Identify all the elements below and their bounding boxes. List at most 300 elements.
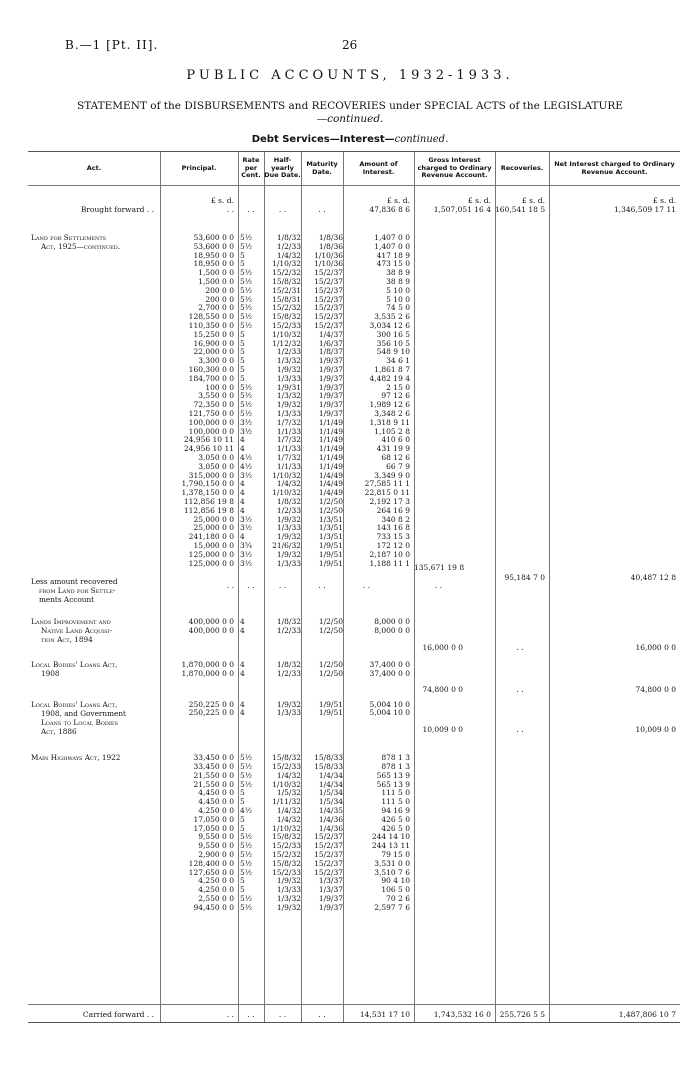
- dots: . .: [247, 581, 255, 591]
- principal-cell: 53,600 0 0: [193, 233, 234, 242]
- rate-cell: 5½: [240, 294, 253, 304]
- net-interest-amount: 16,000 0 0: [635, 643, 676, 652]
- rate-cell: 5½: [240, 233, 253, 242]
- half-yearly-date-cell: 1/9/32: [276, 365, 301, 374]
- column-header: Recoveries.: [500, 163, 544, 172]
- column-header: Half-yearly Due Date.: [264, 156, 301, 180]
- currency-header: £ s. d.: [211, 196, 234, 205]
- maturity-date-cell: 1/3/51: [318, 514, 343, 524]
- act-name: from Land for Settle-: [39, 586, 116, 596]
- interest-cell: 8,000 0 0: [374, 626, 410, 636]
- principal-cell: 94,450 0 0: [193, 902, 234, 912]
- half-yearly-date-cell: 1/9/32: [276, 532, 301, 542]
- principal-cell: 1,500 0 0: [198, 268, 234, 278]
- brought-forward-recoveries: 160,541 18 5: [495, 205, 546, 214]
- rate-cell: 3½: [240, 426, 253, 436]
- rate-cell: 5½: [240, 382, 253, 392]
- principal-cell: 100 0 0: [205, 382, 234, 392]
- interest-cell: 878 1 3: [381, 762, 410, 771]
- principal-cell: 400,000 0 0: [188, 617, 234, 627]
- half-yearly-date-cell: 15/2/32: [272, 268, 301, 278]
- rate-cell: 5: [240, 259, 245, 269]
- half-yearly-date-cell: 1/2/33: [276, 668, 301, 678]
- principal-cell: 3,050 0 0: [198, 461, 234, 471]
- principal-cell: 121,750 0 0: [188, 409, 234, 418]
- dots: . .: [278, 581, 287, 591]
- rate-cell: 4: [240, 497, 245, 506]
- rate-cell: 5½: [240, 894, 253, 903]
- rate-cell: 4: [240, 699, 245, 709]
- principal-cell: 25,000 0 0: [193, 523, 234, 533]
- interest-cell: 172 12 0: [376, 541, 410, 550]
- interest-cell: 90 4 10: [381, 876, 410, 886]
- maturity-date-cell: 15/2/37: [314, 294, 343, 304]
- half-yearly-date-cell: 1/11/32: [272, 797, 301, 807]
- rate-cell: 4½: [240, 806, 253, 815]
- half-yearly-date-cell: 1/10/32: [272, 329, 301, 339]
- principal-cell: 2,700 0 0: [198, 303, 234, 313]
- principal-cell: 4,450 0 0: [198, 788, 234, 798]
- act-name: Lands Improvement and: [31, 617, 111, 627]
- interest-cell: 244 14 10: [371, 832, 410, 842]
- act-name: Loans to Local Bodies: [41, 717, 118, 727]
- half-yearly-date-cell: 15/8/32: [272, 312, 301, 322]
- half-yearly-date-cell: 15/2/33: [272, 762, 301, 771]
- maturity-date-cell: 1/3/37: [318, 876, 343, 886]
- principal-cell: 4,250 0 0: [198, 806, 234, 815]
- maturity-date-cell: 1/10/36: [314, 259, 343, 269]
- maturity-date-cell: 1/2/50: [318, 617, 343, 627]
- rate-cell: 5½: [240, 400, 253, 410]
- interest-cell: 733 15 3: [376, 532, 410, 542]
- dots: . .: [226, 581, 234, 591]
- principal-cell: 33,450 0 0: [193, 762, 234, 771]
- column-header: Principal.: [181, 163, 217, 172]
- maturity-date-cell: 1/4/35: [318, 806, 343, 815]
- interest-cell: 2,597 7 6: [374, 902, 410, 912]
- maturity-date-cell: 1/9/51: [318, 541, 343, 550]
- interest-cell: 878 1 3: [381, 753, 410, 763]
- interest-cell: 37,400 0 0: [369, 668, 410, 678]
- interest-cell: 431 19 9: [376, 444, 410, 454]
- maturity-date-cell: 1/8/37: [318, 347, 343, 357]
- act-name: Act, 1886: [41, 726, 77, 736]
- interest-cell: 565 13 9: [376, 770, 410, 780]
- rate-cell: 5: [240, 797, 245, 807]
- principal-cell: 112,856 19 8: [183, 505, 234, 515]
- interest-cell: 66 7 9: [386, 461, 410, 471]
- half-yearly-date-cell: 15/2/33: [272, 841, 301, 851]
- rate-cell: 4: [240, 488, 245, 498]
- half-yearly-date-cell: 15/2/33: [272, 867, 301, 877]
- column-header: Amount of Interest.: [359, 160, 398, 176]
- half-yearly-date-cell: 1/1/33: [276, 461, 301, 471]
- rate-cell: 5: [240, 788, 245, 798]
- column-header: Gross Interest charged to Ordinary Revenue Account.: [417, 156, 492, 180]
- half-yearly-date-cell: 1/8/32: [276, 497, 301, 506]
- principal-cell: 18,950 0 0: [193, 250, 234, 260]
- principal-cell: 24,956 10 11: [183, 444, 234, 454]
- half-yearly-date-cell: 1/7/32: [276, 435, 301, 445]
- dots: . .: [516, 643, 524, 652]
- interest-cell: 426 5 0: [381, 814, 410, 824]
- principal-cell: 17,050 0 0: [193, 814, 234, 824]
- principal-cell: 1,870,000 0 0: [181, 668, 234, 678]
- header-divider: [28, 185, 680, 186]
- interest-cell: 410 6 0: [381, 435, 410, 445]
- rate-cell: 4: [240, 668, 245, 678]
- half-yearly-date-cell: 1/9/32: [276, 902, 301, 912]
- half-yearly-date-cell: 1/8/32: [276, 660, 301, 669]
- maturity-date-cell: 1/9/37: [318, 400, 343, 410]
- maturity-date-cell: 15/2/37: [314, 268, 343, 278]
- rate-cell: 5½: [240, 268, 253, 278]
- maturity-date-cell: 1/4/36: [318, 823, 343, 833]
- principal-cell: 1,870,000 0 0: [181, 660, 234, 669]
- interest-cell: 548 9 10: [376, 347, 410, 357]
- principal-cell: 128,400 0 0: [188, 858, 234, 868]
- principal-cell: 72,350 0 0: [193, 400, 234, 410]
- interest-cell: 38 8 9: [386, 277, 410, 286]
- rate-cell: 4½: [240, 453, 253, 462]
- principal-cell: 2,550 0 0: [198, 894, 234, 903]
- interest-cell: 1,989 12 6: [369, 400, 410, 410]
- principal-cell: 21,550 0 0: [193, 770, 234, 780]
- maturity-date-cell: 15/2/37: [314, 277, 343, 286]
- interest-cell: 1,318 9 11: [369, 417, 410, 427]
- principal-cell: 4,250 0 0: [198, 876, 234, 886]
- interest-cell: 300 16 5: [376, 329, 410, 339]
- rate-cell: 3½: [240, 523, 253, 533]
- column-header: Maturity Date.: [306, 160, 338, 176]
- principal-cell: 1,500 0 0: [198, 277, 234, 286]
- rate-cell: 5½: [240, 312, 253, 322]
- carried-forward-gross: 1,743,532 16 0: [433, 1010, 491, 1019]
- column-header: Act.: [86, 163, 102, 172]
- maturity-date-cell: 1/4/49: [318, 488, 343, 498]
- dots: . .: [434, 581, 443, 591]
- half-yearly-date-cell: 1/9/32: [276, 876, 301, 886]
- interest-cell: 70 2 6: [386, 894, 410, 903]
- interest-cell: 111 5 0: [381, 788, 410, 798]
- principal-cell: 100,000 0 0: [188, 417, 234, 427]
- principal-cell: 15,250 0 0: [193, 329, 234, 339]
- rate-cell: 5: [240, 356, 245, 366]
- maturity-date-cell: 1/2/50: [318, 497, 343, 506]
- statement-line-2: —continued.: [316, 113, 384, 125]
- principal-cell: 112,856 19 8: [183, 497, 234, 506]
- maturity-date-cell: 1/1/49: [318, 417, 343, 427]
- interest-cell: 94 16 9: [381, 806, 410, 815]
- principal-cell: 3,550 0 0: [198, 391, 234, 401]
- half-yearly-date-cell: 1/1/33: [276, 426, 301, 436]
- half-yearly-date-cell: 1/3/32: [276, 391, 301, 401]
- interest-cell: 22,815 0 11: [364, 488, 410, 498]
- net-interest-amount: 10,009 0 0: [635, 725, 676, 735]
- interest-cell: 1,407 0 0: [374, 233, 410, 242]
- half-yearly-date-cell: 1/4/32: [276, 814, 301, 824]
- column-divider: [495, 152, 496, 1022]
- half-yearly-date-cell: 15/8/32: [272, 858, 301, 868]
- maturity-date-cell: 15/8/33: [314, 762, 343, 771]
- maturity-date-cell: 1/1/49: [318, 461, 343, 471]
- principal-cell: 25,000 0 0: [193, 514, 234, 524]
- maturity-date-cell: 1/4/37: [318, 329, 343, 339]
- half-yearly-date-cell: 1/7/32: [276, 417, 301, 427]
- maturity-date-cell: 1/4/34: [318, 770, 343, 780]
- principal-cell: 22,000 0 0: [193, 347, 234, 357]
- half-yearly-date-cell: 1/7/32: [276, 453, 301, 462]
- currency-header: £ s. d.: [653, 196, 676, 205]
- principal-cell: 33,450 0 0: [193, 753, 234, 763]
- maturity-date-cell: 1/9/37: [318, 365, 343, 374]
- half-yearly-date-cell: 1/3/33: [276, 885, 301, 895]
- interest-cell: 244 13 11: [371, 841, 410, 851]
- interest-cell: 143 16 8: [376, 523, 410, 533]
- column-divider: [549, 152, 550, 1022]
- interest-cell: 565 13 9: [376, 779, 410, 789]
- rate-cell: 5: [240, 373, 245, 383]
- half-yearly-date-cell: 1/9/32: [276, 400, 301, 410]
- rate-cell: 5½: [240, 409, 253, 418]
- dots: . .: [516, 725, 524, 735]
- half-yearly-date-cell: 1/2/33: [276, 505, 301, 515]
- brought-forward-net: 1,346,509 17 11: [613, 205, 676, 214]
- rate-cell: 4: [240, 444, 245, 454]
- maturity-date-cell: 15/2/37: [314, 832, 343, 842]
- interest-cell: 34 6 1: [386, 356, 410, 366]
- act-name: ments Account: [39, 595, 95, 605]
- half-yearly-date-cell: 15/8/32: [272, 832, 301, 842]
- half-yearly-date-cell: 1/2/33: [276, 241, 301, 251]
- interest-cell: 3,531 0 0: [374, 858, 410, 868]
- principal-cell: 110,350 0 0: [188, 321, 234, 330]
- interest-cell: 3,510 7 6: [374, 867, 410, 877]
- gross-interest-total: 135,671 19 8: [414, 563, 465, 573]
- dots: . .: [516, 684, 524, 694]
- brought-forward-label: Brought forward . .: [80, 205, 154, 214]
- rate-cell: 5: [240, 823, 245, 833]
- half-yearly-date-cell: 1/2/33: [276, 626, 301, 636]
- half-yearly-date-cell: 1/3/33: [276, 708, 301, 718]
- statement-heading: [20, 100, 680, 126]
- half-yearly-date-cell: 1/9/32: [276, 514, 301, 524]
- principal-cell: 184,700 0 0: [188, 373, 234, 383]
- gross-interest-total: 10,009 0 0: [422, 725, 463, 735]
- principal-cell: 3,300 0 0: [198, 356, 234, 366]
- interest-cell: 264 16 9: [376, 505, 410, 515]
- interest-cell: 111 5 0: [381, 797, 410, 807]
- brought-forward-interest: 47,836 8 6: [369, 205, 410, 214]
- rate-cell: 5: [240, 329, 245, 339]
- net-interest-amount: 40,487 12 8: [630, 573, 676, 583]
- interest-cell: 426 5 0: [381, 823, 410, 833]
- rate-cell: 3¾: [240, 541, 253, 550]
- rate-cell: 4: [240, 479, 245, 489]
- principal-cell: 1,378,150 0 0: [181, 488, 234, 498]
- column-header: Net Interest charged to Ordinary Revenue Account.: [554, 160, 675, 176]
- act-name: Main Highways Act, 1922: [31, 753, 121, 763]
- principal-cell: 100,000 0 0: [188, 426, 234, 436]
- half-yearly-date-cell: 1/3/33: [276, 523, 301, 533]
- rate-cell: 5½: [240, 285, 253, 295]
- interest-cell: 3,535 2 6: [374, 312, 410, 322]
- maturity-date-cell: 1/9/37: [318, 382, 343, 392]
- rate-cell: 5½: [240, 867, 253, 877]
- principal-cell: 4,250 0 0: [198, 885, 234, 895]
- maturity-date-cell: 1/9/37: [318, 409, 343, 418]
- maturity-date-cell: 1/1/49: [318, 444, 343, 454]
- half-yearly-date-cell: 15/8/32: [272, 753, 301, 763]
- half-yearly-date-cell: 1/9/32: [276, 699, 301, 709]
- recoveries-amount: 95,184 7 0: [504, 573, 545, 583]
- interest-cell: 5 10 0: [386, 294, 410, 304]
- half-yearly-date-cell: 1/10/32: [272, 488, 301, 498]
- page-reference: B.—1 [Pt. II].: [65, 38, 159, 52]
- maturity-date-cell: 15/2/37: [314, 303, 343, 313]
- half-yearly-date-cell: 1/3/33: [276, 558, 301, 568]
- act-name: Local Bodies' Loans Act,: [31, 699, 118, 709]
- disbursements-table: [28, 151, 680, 1023]
- rate-cell: 5: [240, 365, 245, 374]
- column-header: Rate per Cent.: [241, 156, 261, 180]
- maturity-date-cell: 1/3/51: [318, 532, 343, 542]
- dots: . .: [362, 581, 371, 591]
- principal-cell: 125,000 0 0: [188, 558, 234, 568]
- rate-cell: 5½: [240, 902, 253, 912]
- half-yearly-date-cell: 15/2/33: [272, 321, 301, 330]
- principal-cell: 241,180 0 0: [188, 532, 234, 542]
- interest-cell: 2,192 17 3: [369, 497, 410, 506]
- carried-forward-recoveries: 255,726 5 5: [499, 1010, 545, 1019]
- interest-cell: 2,187 10 0: [369, 549, 410, 559]
- rate-cell: 4: [240, 435, 245, 445]
- rate-cell: 5½: [240, 858, 253, 868]
- rate-cell: 5½: [240, 277, 253, 286]
- half-yearly-date-cell: 1/9/32: [276, 549, 301, 559]
- half-yearly-date-cell: 15/8/31: [272, 294, 301, 304]
- half-yearly-date-cell: 1/4/32: [276, 770, 301, 780]
- interest-cell: 38 8 9: [386, 268, 410, 278]
- half-yearly-date-cell: 15/2/32: [272, 303, 301, 313]
- principal-cell: 24,956 10 11: [183, 435, 234, 445]
- maturity-date-cell: 1/5/34: [318, 788, 343, 798]
- rate-cell: 3½: [240, 549, 253, 559]
- maturity-date-cell: 1/1/49: [318, 453, 343, 462]
- dots: . .: [278, 1010, 287, 1019]
- rate-cell: 3½: [240, 470, 253, 480]
- half-yearly-date-cell: 1/10/32: [272, 779, 301, 789]
- rate-cell: 5½: [240, 241, 253, 251]
- dots: . .: [318, 1010, 326, 1019]
- half-yearly-date-cell: 15/2/31: [272, 285, 301, 295]
- interest-cell: 74 5 0: [386, 303, 410, 313]
- half-yearly-date-cell: 1/3/33: [276, 373, 301, 383]
- maturity-date-cell: 15/2/37: [314, 312, 343, 322]
- interest-cell: 3,349 9 0: [374, 470, 410, 480]
- act-name: 1908: [41, 669, 60, 678]
- maturity-date-cell: 15/2/37: [314, 867, 343, 877]
- principal-cell: 3,050 0 0: [198, 453, 234, 462]
- footer-divider: [28, 1004, 680, 1005]
- currency-header: £ s. d.: [522, 196, 545, 205]
- interest-cell: 2 15 0: [386, 382, 410, 392]
- principal-cell: 125,000 0 0: [188, 549, 234, 559]
- carried-forward-interest: 14,531 17 10: [359, 1010, 410, 1019]
- half-yearly-date-cell: 1/8/32: [276, 617, 301, 627]
- half-yearly-date-cell: 1/1/33: [276, 444, 301, 454]
- maturity-date-cell: 1/1/49: [318, 426, 343, 436]
- rate-cell: 5: [240, 250, 245, 260]
- interest-cell: 106 5 0: [381, 885, 410, 895]
- dots: . .: [247, 1010, 255, 1019]
- rate-cell: 5: [240, 876, 245, 886]
- rate-cell: 4½: [240, 461, 253, 471]
- maturity-date-cell: 1/2/50: [318, 505, 343, 515]
- maturity-date-cell: 1/4/49: [318, 470, 343, 480]
- principal-cell: 128,550 0 0: [188, 312, 234, 322]
- principal-cell: 250,225 0 0: [188, 708, 234, 718]
- interest-cell: 1,861 8 7: [374, 365, 410, 374]
- act-name: Local Bodies' Loans Act,: [31, 660, 118, 669]
- act-name: Less amount recovered: [31, 577, 118, 587]
- rate-cell: 3½: [240, 417, 253, 427]
- half-yearly-date-cell: 1/3/33: [276, 409, 301, 418]
- rate-cell: 5½: [240, 391, 253, 401]
- rate-cell: 4: [240, 660, 245, 669]
- interest-cell: 340 8 2: [381, 514, 410, 524]
- rate-cell: 5: [240, 347, 245, 357]
- maturity-date-cell: 1/1/49: [318, 435, 343, 445]
- rate-cell: 3½: [240, 514, 253, 524]
- maturity-date-cell: 1/10/36: [314, 250, 343, 260]
- dots: . .: [318, 205, 326, 214]
- rate-cell: 4: [240, 626, 245, 636]
- maturity-date-cell: 1/9/51: [318, 549, 343, 559]
- maturity-date-cell: 1/5/34: [318, 797, 343, 807]
- principal-cell: 15,000 0 0: [193, 541, 234, 550]
- act-name: Native Land Acquisi-: [41, 626, 113, 636]
- half-yearly-date-cell: 15/8/32: [272, 277, 301, 286]
- rate-cell: 5½: [240, 762, 253, 771]
- currency-header: £ s. d.: [387, 196, 410, 205]
- maturity-date-cell: 1/9/51: [318, 699, 343, 709]
- maturity-date-cell: 15/2/37: [314, 850, 343, 859]
- principal-cell: 1,790,150 0 0: [181, 479, 234, 489]
- dots: . .: [226, 1010, 234, 1019]
- half-yearly-date-cell: 1/3/32: [276, 894, 301, 903]
- dots: . .: [226, 205, 234, 214]
- interest-cell: 5,004 10 0: [369, 708, 410, 718]
- rate-cell: 5½: [240, 303, 253, 313]
- maturity-date-cell: 15/2/37: [314, 321, 343, 330]
- act-name: tion Act, 1894: [41, 635, 93, 645]
- principal-cell: 16,900 0 0: [193, 338, 234, 348]
- interest-cell: 356 10 5: [376, 338, 410, 348]
- interest-cell: 27,585 11 1: [364, 479, 410, 489]
- principal-cell: 4,450 0 0: [198, 797, 234, 807]
- principal-cell: 200 0 0: [205, 285, 234, 295]
- interest-cell: 4,482 19 4: [369, 373, 410, 383]
- maturity-date-cell: 15/2/37: [314, 841, 343, 851]
- maturity-date-cell: 1/2/50: [318, 660, 343, 669]
- half-yearly-date-cell: 1/3/32: [276, 356, 301, 366]
- interest-cell: 37,400 0 0: [369, 660, 410, 669]
- maturity-date-cell: 1/4/49: [318, 479, 343, 489]
- maturity-date-cell: 1/4/34: [318, 779, 343, 789]
- half-yearly-date-cell: 21/6/32: [272, 541, 301, 550]
- maturity-date-cell: 15/2/37: [314, 858, 343, 868]
